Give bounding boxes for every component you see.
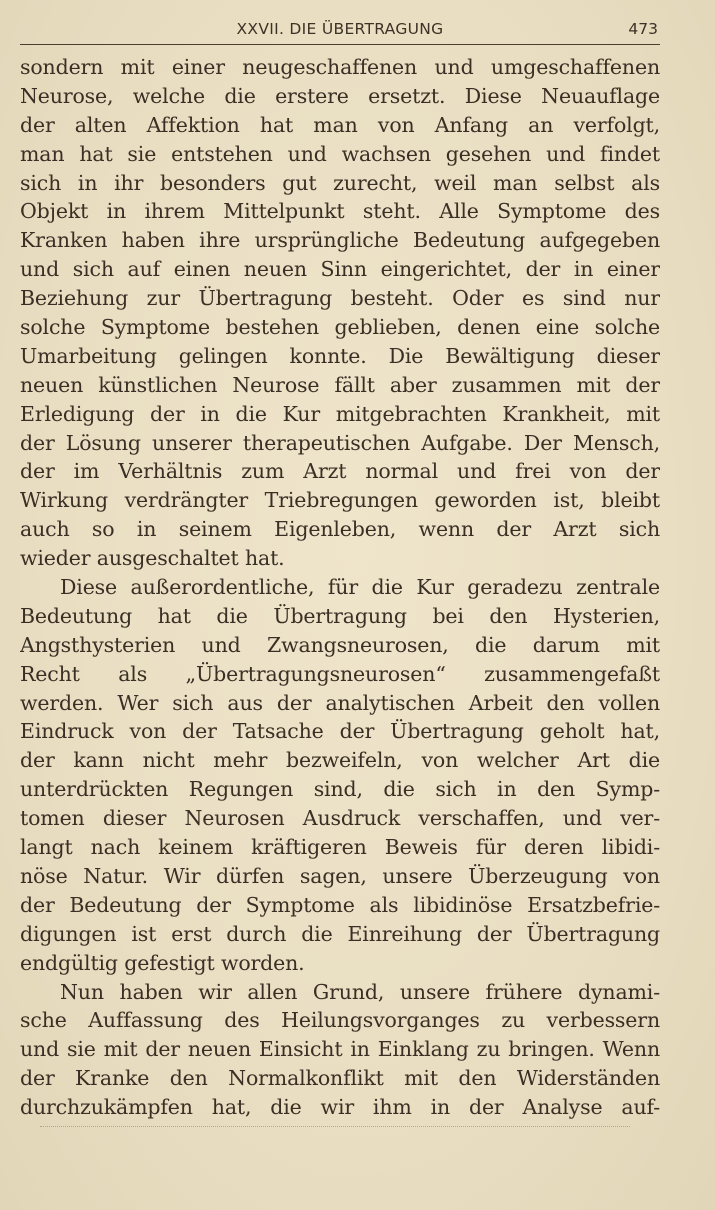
text-line: Beziehung zur Übertragung besteht. Oder es sind nur bbox=[20, 286, 660, 311]
text-line: unterdrückten Regungen sind, die sich in den Symp- bbox=[20, 777, 660, 802]
paragraph-end-line: wieder ausgeschaltet hat. bbox=[20, 546, 285, 571]
text-line: Kranken haben ihre ursprüngliche Bedeutung aufgegeben bbox=[20, 228, 660, 253]
text-line: und sich auf einen neuen Sinn eingerichtet, der in einer bbox=[20, 257, 660, 282]
page-number: 473 bbox=[628, 20, 658, 38]
text-line: tomen dieser Neurosen Ausdruck verschaffen, und ver- bbox=[20, 806, 660, 831]
text-line: der Bedeutung der Symptome als libidinöse Ersatzbefrie- bbox=[20, 892, 660, 917]
body-text bbox=[20, 53, 660, 1122]
paragraph-end-line: endgültig gefestigt worden. bbox=[20, 950, 305, 975]
text-line: nöse Natur. Wir dürfen sagen, unsere Überzeugung von bbox=[20, 863, 660, 888]
text-line: Wirkung verdrängter Triebregungen geworden ist, bleibt bbox=[20, 488, 660, 513]
text-line: Bedeutung hat die Übertragung bei den Hysterien, bbox=[20, 603, 660, 628]
text-line: Angsthysterien und Zwangsneurosen, die darum mit bbox=[20, 632, 660, 657]
paragraph-start-line: Nun haben wir allen Grund, unsere frühere dynami- bbox=[60, 979, 660, 1004]
paragraph-start-line: Diese außerordentliche, für die Kur geradezu zentrale bbox=[60, 575, 660, 600]
text-line: der Kranke den Normalkonflikt mit den Widerständen bbox=[20, 1066, 660, 1091]
page-header bbox=[20, 18, 660, 45]
text-line: werden. Wer sich aus der analytischen Arbeit den vollen bbox=[20, 690, 660, 715]
text-line: Recht als „Übertragungsneurosen“ zusammengefaßt bbox=[20, 661, 660, 686]
text-line: langt nach keinem kräftigeren Beweis für deren libidi- bbox=[20, 835, 660, 860]
text-line: sich in ihr besonders gut zurecht, weil man selbst als bbox=[20, 170, 660, 195]
text-line: Umarbeitung gelingen konnte. Die Bewältigung dieser bbox=[20, 343, 660, 368]
text-line: auch so in seinem Eigenleben, wenn der Arzt sich bbox=[20, 517, 660, 542]
bottom-print-specks bbox=[40, 1126, 630, 1133]
text-line: der im Verhältnis zum Arzt normal und frei von der bbox=[20, 459, 660, 484]
text-line: der alten Affektion hat man von Anfang an verfolgt, bbox=[20, 112, 660, 137]
text-line: digungen ist erst durch die Einreihung der Übertragung bbox=[20, 921, 660, 946]
text-line: Erledigung der in die Kur mitgebrachten Krankheit, mit bbox=[20, 401, 660, 426]
text-line: durchzukämpfen hat, die wir ihm in der Analyse auf- bbox=[20, 1095, 660, 1120]
text-line: und sie mit der neuen Einsicht in Einklang zu bringen. Wenn bbox=[20, 1037, 660, 1062]
text-line: Neurose, welche die erstere ersetzt. Diese Neuauflage bbox=[20, 83, 660, 108]
running-head: XXVII. DIE ÜBERTRAGUNG bbox=[236, 20, 444, 38]
text-line: sondern mit einer neugeschaffenen und umgeschaffenen bbox=[20, 55, 660, 79]
text-line: solche Symptome bestehen geblieben, denen eine solche bbox=[20, 315, 660, 340]
text-line: man hat sie entstehen und wachsen gesehen und findet bbox=[20, 141, 660, 166]
text-line: der Lösung unserer therapeutischen Aufgabe. Der Mensch, bbox=[20, 430, 660, 455]
text-line: Eindruck von der Tatsache der Übertragung geholt hat, bbox=[20, 719, 660, 744]
text-line: sche Auffassung des Heilungsvorganges zu verbessern bbox=[20, 1008, 660, 1033]
text-line: Objekt in ihrem Mittelpunkt steht. Alle Symptome des bbox=[20, 199, 660, 224]
text-line: neuen künstlichen Neurose fällt aber zusammen mit der bbox=[20, 372, 660, 397]
text-line: der kann nicht mehr bezweifeln, von welcher Art die bbox=[20, 748, 660, 773]
